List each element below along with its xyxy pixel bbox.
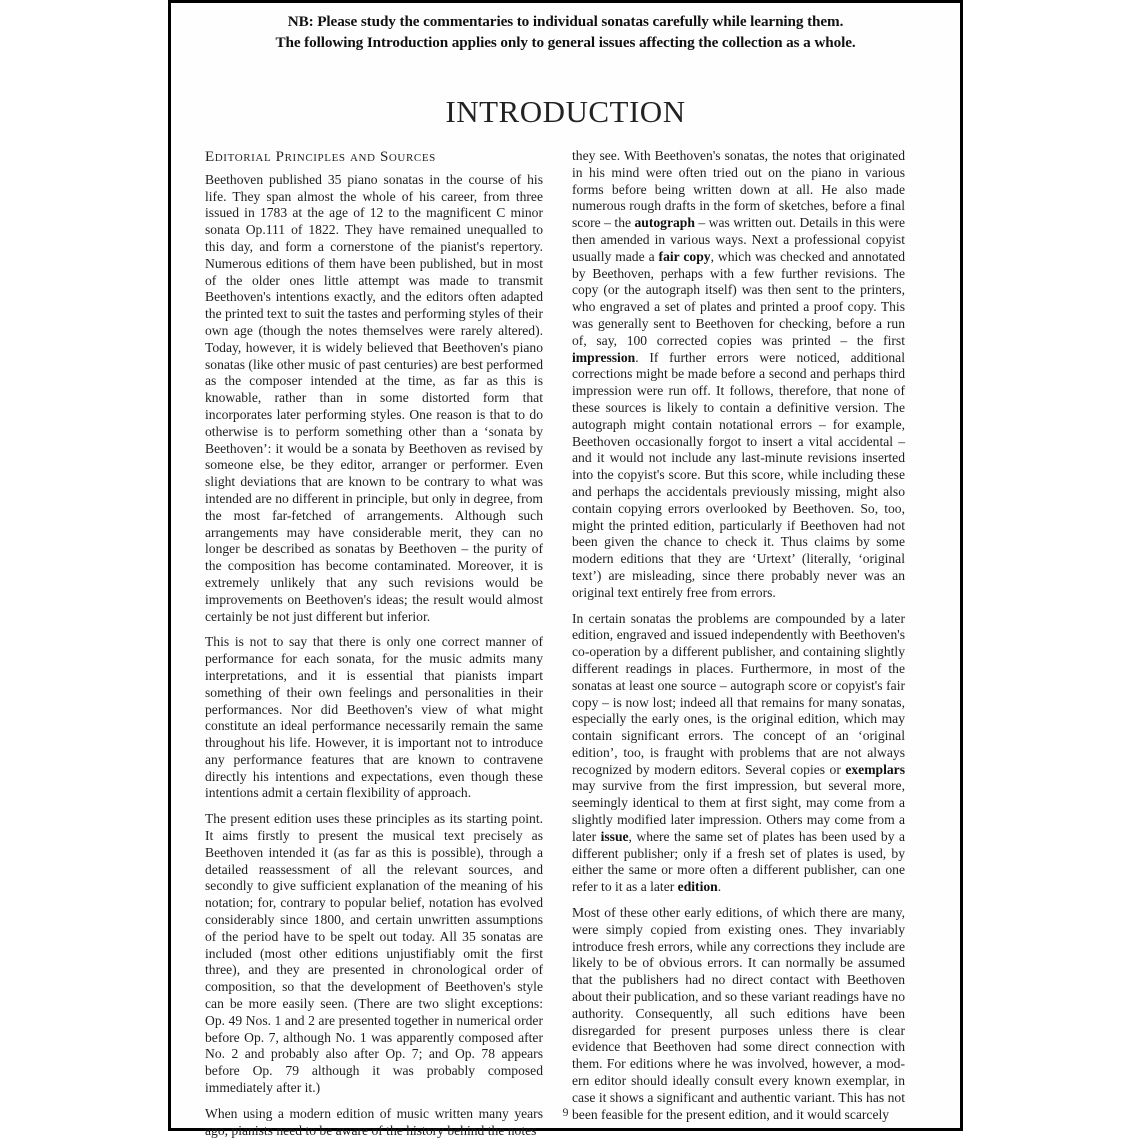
paragraph: The present edition uses these principles as its starting point. It aims firstly to present the musical text precisely as Beethoven intended it (as far as this is possible), through a detailed reassessment of all the relevant sources, and secondly to give sufficient explanation of the meaning of his notation; for, contrary to popular belief, notation has evolved considerably since 1800, and certain unwritten assumptions of the period have to be spelt out today. All 35 sonatas are included (most other editions unjustifiably omit the first three), and they are presented in chronological order of composition, so that the development of Beethoven's style can be more easily seen. (There are two slight exceptions: Op. 49 Nos. 1 and 2 are presented together in numerical order before Op. 7, although No. 1 was apparently composed after No. 2 and probably also after Op. 7; and Op. 78 appears before Op. 79 although it was probably composed immediately after it.) <box>205 811 543 1096</box>
paragraph: they see. With Beethoven's sonatas, the notes that originated in his mind were often tried out on the piano in various forms before being written down at all. He also made numerous rough drafts in the form of sketches, before a final score – the autograph – was written out. Details in this were then amended in various ways. Next a professional copyist usually made a fair copy, which was checked and annotated by Beethoven, perhaps with a few further revisions. The copy (or the autograph itself) was then sent to the printers, who engraved a set of plates and printed a proof copy. This was generally sent to Beethoven for checking, before a run of, say, 100 corrected copies was printed – the first impression. If further errors were noticed, additional corrections might be made before a second and perhaps third impression were run off. It follows, therefore, that none of these sources is likely to contain a definitive version. The autograph might contain notational errors – for example, Beethoven occasionally forgot to insert a vital accidental – and it would not include any last-minute revisions inserted into the copyist's score. But this score, while including these and perhaps the accidentals previously missing, might also contain copying errors overlooked by Beethoven. So, too, might the printed edition, particularly if Beethoven had not been given the chance to check it. Thus claims by some modern editions that they are ‘Urtext’ (literally, ‘original text’) are misleading, since there probably never was an original text entirely free from errors. <box>572 148 906 600</box>
left-column <box>205 145 543 1148</box>
paragraph: In certain sonatas the problems are compounded by a later edition, engraved and issued independently with Beethoven's co-operation by a different publisher, and containing slightly different readings in places. Furthermore, in most of the sonatas at least one source – autograph score or copyist's fair copy – is now lost; indeed all that remains for many sonatas, especially the early ones, is the original edition, which may contain significant errors. The concept of an ‘original edition’, too, is fraught with problems that are not always recognized by modern editors. Several copies or exemplars may survive from the first impression, but several more, seemingly identical to them at first sight, may come from a slightly modified later impression. Others may come from a later issue, where the same set of plates has been used by a different publisher; only if a fresh set of plates is used, by either the same or more often a different publisher, can one refer to it as a later edition. <box>572 610 905 895</box>
notice-line-2: The following Introduction applies only to general issues affecting the collection as a whole. <box>275 34 856 51</box>
page-title: INTRODUCTION <box>445 93 686 129</box>
bold-term: edition <box>677 879 718 895</box>
section-heading: Editorial Principles and Sources <box>205 149 436 165</box>
paragraph: When using a modern edition of music written many years ago, pianists need to be aware of the history behind the notes <box>205 1105 543 1138</box>
paragraph: This is not to say that there is only one correct manner of performance for each sonata, for the music admits many interpretations, and it is essential that pianists impart something of their own feelings and personalities in their performances. Nor did Beethoven's view of what might constitute an ideal performance necessarily remain the same throughout his life. However, it is important not to introduce any performance features that are known to contravene directly his intentions and expectations, even though these intentions admit a certain flexibility of approach. <box>205 634 543 801</box>
bold-term: exemplars <box>845 761 905 777</box>
notice-line-1: NB: Please study the commentaries to individual sonatas carefully while learning them. <box>287 13 844 30</box>
bold-term: fair copy <box>658 248 711 264</box>
paragraph: Most of these other early editions, of which there are many, were simply copied from existing ones. They invariably introduce fresh errors, while any corrections they include are likely to be of obvious errors. It can normally be assumed that the publishers had no direct contact with Beethoven about their publication, and so these variant readings have no authority. Consequently, all such editions have been disregarded for present purposes unless there is clear evidence that Beethoven had some direct connection with them. For editions where he was involved, however, a modern editor should ideally consult every known exemplar, in case it shows a significant and authentic variant. This has not been feasible for the present edition, and it would scarcely <box>572 905 905 1122</box>
document-page <box>168 0 963 1138</box>
bold-term: impression <box>572 349 636 365</box>
bold-term: issue <box>600 828 629 844</box>
right-column <box>572 148 905 1132</box>
page-number: 9 <box>562 1105 569 1119</box>
notice-banner <box>171 11 960 53</box>
bold-term: autograph <box>634 215 695 231</box>
paragraph: Beethoven published 35 piano sonatas in the course of his life. They span almost the whole of his career, from three issued in 1783 at the age of 12 to the magnificent C minor sonata Op.111 of 1822. They have remained unequalled to this day, and form a cornerstone of the pianist's repertory. Numerous editions of them have been published, but in most of the older ones little attempt was made to transmit Beethoven's intentions exactly, and the editors often adapted the printed text to suit the tastes and performing styles of their own age (though the notes themselves were rarely altered). Today, however, it is widely believed that Beethoven's piano sonatas (like other music of past centuries) are best performed as the composer intended at the time, as far as this is knowable, rather than in some distorted form that incorporates later performing styles. One reason is that to do otherwise is to perform something other than a ‘sonata by Beethoven’: it would be a sonata by Beethoven as revised by someone else, be they editor, arranger or performer. Even slight deviations that are known to be contrary to what was intended are no different in principle, but only in degree, from the most far-fetched of arrangements. Although such arrangements may have considerable merit, they can no longer be described as sonatas by Beethoven – the purity of the composition has become contaminated. Moreover, it is extremely unlikely that any such revisions would be improvements on Beethoven's ideas; the result would almost certainly be not just different but inferior. <box>205 171 543 624</box>
